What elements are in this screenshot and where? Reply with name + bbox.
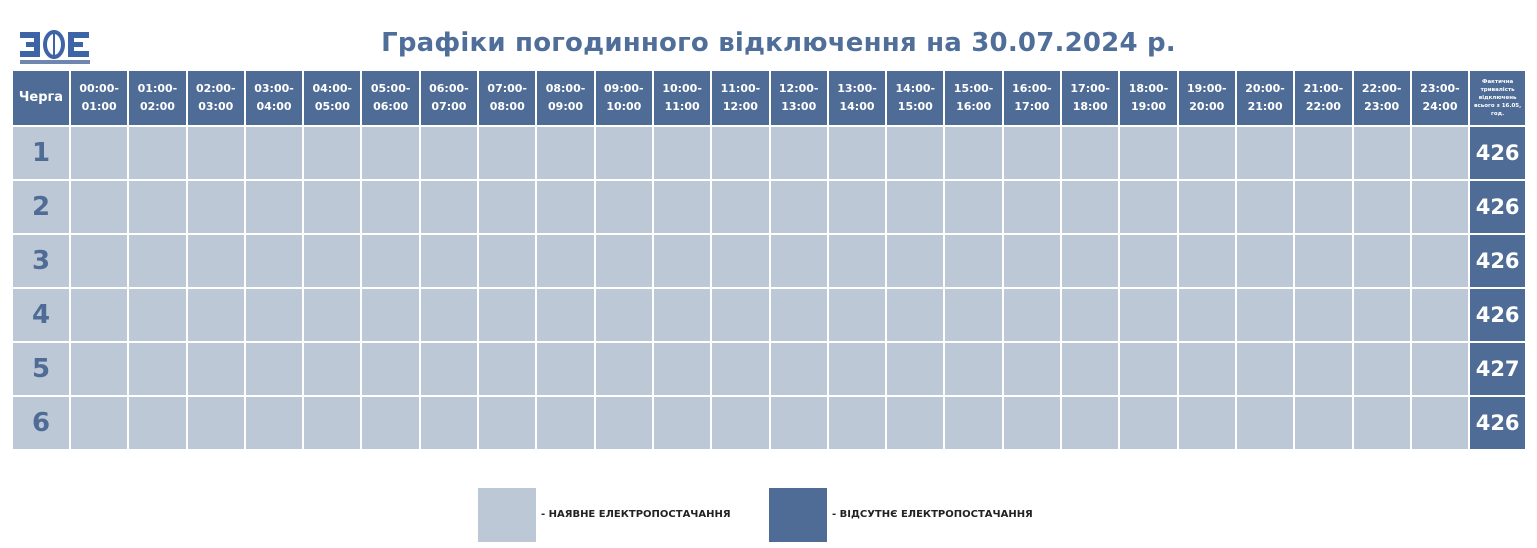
hour-column-header: 08:00- 09:00 [536, 70, 594, 126]
hour-cell [478, 180, 536, 234]
total-hours-value: 426 [1469, 234, 1526, 288]
hour-column-header: 11:00- 12:00 [711, 70, 769, 126]
hour-column-header: 19:00- 20:00 [1178, 70, 1236, 126]
hour-column-header: 05:00- 06:00 [361, 70, 419, 126]
hour-cell [653, 396, 711, 450]
hour-cell [1061, 342, 1119, 396]
hour-cell [1236, 180, 1294, 234]
hour-cell [420, 342, 478, 396]
hour-cell [536, 180, 594, 234]
hour-cell [187, 288, 245, 342]
hour-cell [1353, 342, 1411, 396]
total-hours-value: 426 [1469, 180, 1526, 234]
hour-cell [245, 396, 303, 450]
hour-cell [536, 234, 594, 288]
hour-column-header: 01:00- 02:00 [128, 70, 186, 126]
hour-cell [944, 288, 1002, 342]
hour-cell [886, 396, 944, 450]
queue-number: 4 [12, 288, 70, 342]
hour-cell [1236, 234, 1294, 288]
hour-cell [1353, 288, 1411, 342]
hour-cell [653, 180, 711, 234]
table-row [12, 180, 1526, 234]
hour-cell [1294, 126, 1352, 180]
hour-cell [1294, 234, 1352, 288]
hour-cell [1119, 126, 1177, 180]
hour-cell [187, 180, 245, 234]
hour-cell [944, 180, 1002, 234]
hour-cell [303, 180, 361, 234]
hour-cell [828, 342, 886, 396]
hour-cell [478, 342, 536, 396]
hour-cell [1119, 342, 1177, 396]
hour-column-header: 09:00- 10:00 [595, 70, 653, 126]
hour-cell [361, 180, 419, 234]
legend-label-unavailable: - ВІДСУТНЄ ЕЛЕКТРОПОСТАЧАННЯ [832, 509, 1033, 520]
hour-cell [1119, 234, 1177, 288]
queue-number: 5 [12, 342, 70, 396]
hour-cell [1411, 180, 1469, 234]
hour-cell [478, 234, 536, 288]
hour-cell [128, 234, 186, 288]
table-row [12, 234, 1526, 288]
hour-cell [828, 126, 886, 180]
queue-number: 6 [12, 396, 70, 450]
total-hours-value: 426 [1469, 126, 1526, 180]
hour-cell [128, 342, 186, 396]
hour-cell [1353, 396, 1411, 450]
total-hours-value: 426 [1469, 396, 1526, 450]
hour-cell [361, 342, 419, 396]
hour-column-header: 03:00- 04:00 [245, 70, 303, 126]
hour-cell [245, 342, 303, 396]
hour-cell [420, 126, 478, 180]
hour-cell [128, 396, 186, 450]
hour-column-header: 13:00- 14:00 [828, 70, 886, 126]
hour-column-header: 17:00- 18:00 [1061, 70, 1119, 126]
hour-cell [536, 342, 594, 396]
queue-number: 3 [12, 234, 70, 288]
hour-cell [886, 234, 944, 288]
hour-cell [828, 396, 886, 450]
hour-cell [595, 180, 653, 234]
hour-cell [187, 396, 245, 450]
hour-cell [70, 396, 128, 450]
hour-cell [886, 180, 944, 234]
hour-column-header: 00:00- 01:00 [70, 70, 128, 126]
hour-cell [70, 126, 128, 180]
hour-cell [770, 288, 828, 342]
hour-cell [1003, 180, 1061, 234]
hour-cell [361, 234, 419, 288]
hour-cell [1178, 288, 1236, 342]
hour-cell [1294, 288, 1352, 342]
hour-cell [128, 180, 186, 234]
hour-column-header: 04:00- 05:00 [303, 70, 361, 126]
hour-cell [245, 288, 303, 342]
hour-cell [1353, 234, 1411, 288]
hour-cell [595, 396, 653, 450]
hour-cell [303, 288, 361, 342]
hour-cell [1178, 234, 1236, 288]
table-row [12, 126, 1526, 180]
hour-cell [1236, 342, 1294, 396]
hour-column-header: 06:00- 07:00 [420, 70, 478, 126]
legend-swatch-unavailable [769, 488, 827, 542]
hour-cell [361, 288, 419, 342]
hour-column-header: 12:00- 13:00 [770, 70, 828, 126]
hour-column-header: 20:00- 21:00 [1236, 70, 1294, 126]
hour-cell [711, 126, 769, 180]
hour-cell [886, 126, 944, 180]
hour-cell [1236, 396, 1294, 450]
hour-cell [1294, 396, 1352, 450]
hour-cell [1411, 342, 1469, 396]
hour-cell [1178, 126, 1236, 180]
hour-cell [653, 342, 711, 396]
hour-cell [770, 126, 828, 180]
hour-cell [1411, 126, 1469, 180]
hour-cell [1353, 126, 1411, 180]
hour-cell [770, 396, 828, 450]
hour-column-header: 21:00- 22:00 [1294, 70, 1352, 126]
hour-cell [1236, 126, 1294, 180]
hour-cell [1411, 288, 1469, 342]
hour-cell [1003, 288, 1061, 342]
hour-column-header: 07:00- 08:00 [478, 70, 536, 126]
hour-cell [1119, 180, 1177, 234]
hour-cell [770, 180, 828, 234]
hour-cell [1119, 396, 1177, 450]
hour-cell [70, 234, 128, 288]
hour-cell [478, 396, 536, 450]
hour-cell [595, 288, 653, 342]
hour-cell [944, 342, 1002, 396]
table-row [12, 396, 1526, 450]
hour-cell [1003, 396, 1061, 450]
hour-cell [245, 126, 303, 180]
hour-cell [1061, 180, 1119, 234]
hour-cell [886, 288, 944, 342]
hour-cell [595, 342, 653, 396]
queue-number: 1 [12, 126, 70, 180]
hour-cell [1178, 180, 1236, 234]
hour-column-header: 22:00- 23:00 [1353, 70, 1411, 126]
hour-cell [303, 126, 361, 180]
hour-cell [70, 288, 128, 342]
hour-cell [478, 126, 536, 180]
hour-cell [1061, 396, 1119, 450]
table-body [12, 126, 1526, 450]
hour-cell [1061, 234, 1119, 288]
hour-cell [1294, 180, 1352, 234]
hour-cell [536, 126, 594, 180]
hour-column-header: 14:00- 15:00 [886, 70, 944, 126]
hour-cell [1061, 126, 1119, 180]
hour-column-header: 10:00- 11:00 [653, 70, 711, 126]
legend-swatch-available [478, 488, 536, 542]
total-hours-value: 426 [1469, 288, 1526, 342]
queue-number: 2 [12, 180, 70, 234]
hour-cell [828, 234, 886, 288]
hour-cell [944, 126, 1002, 180]
hour-cell [303, 396, 361, 450]
hour-cell [653, 234, 711, 288]
hour-cell [944, 396, 1002, 450]
hour-cell [245, 180, 303, 234]
hour-cell [1178, 396, 1236, 450]
hour-cell [187, 126, 245, 180]
hour-cell [420, 180, 478, 234]
hour-cell [536, 288, 594, 342]
hour-cell [1003, 342, 1061, 396]
hour-column-header: 02:00- 03:00 [187, 70, 245, 126]
hour-cell [420, 234, 478, 288]
hour-cell [886, 342, 944, 396]
hour-cell [1411, 396, 1469, 450]
hour-cell [711, 396, 769, 450]
outage-schedule-table [11, 69, 1527, 451]
hour-cell [420, 288, 478, 342]
hour-cell [1119, 288, 1177, 342]
hour-cell [245, 234, 303, 288]
hour-cell [70, 342, 128, 396]
hour-cell [1411, 234, 1469, 288]
hour-column-header: 18:00- 19:00 [1119, 70, 1177, 126]
hour-cell [595, 234, 653, 288]
hour-column-header: 23:00- 24:00 [1411, 70, 1469, 126]
hour-cell [303, 342, 361, 396]
hour-cell [828, 180, 886, 234]
hour-cell [944, 234, 1002, 288]
hour-cell [128, 126, 186, 180]
queue-column-header: Черга [12, 70, 70, 126]
hour-cell [1061, 288, 1119, 342]
hour-cell [303, 234, 361, 288]
hour-cell [70, 180, 128, 234]
hour-cell [128, 288, 186, 342]
hour-cell [1294, 342, 1352, 396]
page-title: Графіки погодинного відключення на 30.07.2024 р. [381, 28, 1176, 58]
hour-column-header: 15:00- 16:00 [944, 70, 1002, 126]
total-hours-value: 427 [1469, 342, 1526, 396]
hour-cell [1003, 126, 1061, 180]
hour-cell [478, 288, 536, 342]
hour-cell [711, 180, 769, 234]
hour-cell [711, 234, 769, 288]
hour-cell [1178, 342, 1236, 396]
hour-cell [361, 126, 419, 180]
hour-cell [828, 288, 886, 342]
total-duration-header: Фактична тривалість відключень всього з 16.05, год. [1469, 70, 1526, 126]
hour-cell [770, 234, 828, 288]
hour-column-header: 16:00- 17:00 [1003, 70, 1061, 126]
hour-cell [1003, 234, 1061, 288]
table-row [12, 288, 1526, 342]
hour-cell [1353, 180, 1411, 234]
hour-cell [770, 342, 828, 396]
hour-cell [711, 342, 769, 396]
legend-label-available: - НАЯВНЕ ЕЛЕКТРОПОСТАЧАННЯ [541, 509, 731, 520]
hour-cell [1236, 288, 1294, 342]
hour-cell [711, 288, 769, 342]
hour-cell [653, 288, 711, 342]
hour-cell [595, 126, 653, 180]
hour-cell [536, 396, 594, 450]
table-row [12, 342, 1526, 396]
table-header-row [12, 70, 1526, 126]
hour-cell [187, 342, 245, 396]
hour-cell [420, 396, 478, 450]
hour-cell [361, 396, 419, 450]
hour-cell [187, 234, 245, 288]
hour-cell [653, 126, 711, 180]
